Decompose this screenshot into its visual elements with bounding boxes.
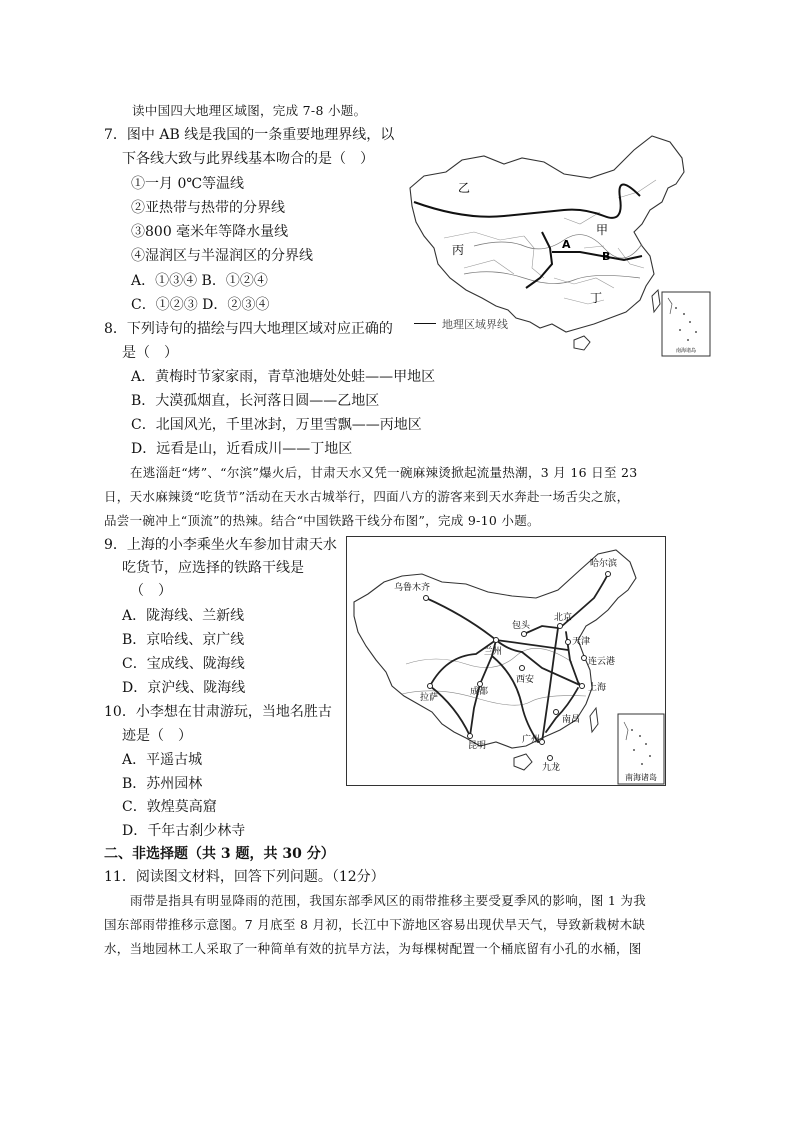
q11-stem: 11．阅读图文材料，回答下列问题。（12分）: [104, 869, 385, 885]
intro-text-1: 读中国四大地理区域图，完成 7-8 小题。: [132, 103, 367, 118]
q8-option-c: C．北国风光，千里冰封，万里雪飘——丙地区: [131, 417, 422, 433]
q11-paragraph-line2: 国东部雨带推移示意图。7 月底至 8 月初，长江中下游地区容易出现伏旱天气，导致新栽树木缺: [104, 917, 646, 932]
city-kunming: 昆明: [468, 741, 487, 751]
q7-options-row1: A．①③④ B．①②④: [131, 273, 268, 289]
city-lanzhou: 兰州: [484, 647, 503, 657]
q9-stem-line3: （ ）: [130, 583, 172, 599]
china-railway-map: [346, 536, 666, 786]
q9-option-d: D．京沪线、陇海线: [122, 680, 246, 696]
city-urumqi: 乌鲁木齐: [394, 583, 431, 593]
section-heading-2: 二、非选择题（共 3 题，共 30 分）: [104, 846, 335, 862]
q10-option-d: D．千年古刹少林寺: [122, 823, 246, 839]
city-tianjin: 天津: [572, 637, 591, 647]
legend-line-swatch: [414, 323, 436, 324]
city-nanchang: 南昌: [562, 715, 581, 725]
city-guangzhou: 广州: [522, 735, 541, 745]
intro-text-2-line1: 在逃淄赶“烤”、“尔滨”爆火后，甘肃天水又凭一碗麻辣烫掀起流量热潮，3 月 16 日至 23: [130, 465, 638, 480]
q7-item-3: ③800 毫米年等降水量线: [131, 224, 289, 240]
q11-paragraph-line3: 水，当地园林工人采取了一种简单有效的抗旱方法，为每棵树配置一个桶底留有小孔的水桶，图: [104, 941, 642, 956]
city-baotou: 包头: [512, 621, 531, 631]
map2-inset-label: 南海诸岛: [625, 773, 657, 782]
city-lianyungang: 连云港: [588, 657, 616, 667]
city-xian: 西安: [516, 675, 535, 685]
intro-text-2-line3: 品尝一碗冲上“顶流”的热辣。结合“中国铁路干线分布图”，完成 9-10 小题。: [104, 513, 540, 528]
q8-option-d: D．远看是山，近看成川——丁地区: [131, 441, 353, 457]
city-chengdu: 成都: [470, 687, 489, 697]
line-label-b: B: [602, 250, 611, 263]
line-label-a: A: [562, 238, 571, 251]
city-lhasa: 拉萨: [420, 693, 439, 703]
q9-stem-line1: 9．上海的小李乘坐火车参加甘肃天水: [104, 537, 337, 553]
q7-stem-line2: 下各线大致与此界线基本吻合的是（ ）: [122, 151, 374, 167]
q9-stem-line2: 吃货节，应选择的铁路干线是: [122, 560, 304, 576]
region-label-ding: 丁: [590, 291, 603, 305]
q8-option-a: A．黄梅时节家家雨，青草池塘处处蛙——甲地区: [131, 369, 436, 385]
city-kowloon: 九龙: [542, 763, 561, 773]
region-label-yi: 乙: [458, 181, 471, 195]
city-shanghai: 上海: [588, 683, 607, 693]
city-beijing: 北京: [554, 613, 573, 623]
q7-stem-line1: 7．图中 AB 线是我国的一条重要地理界线，以: [104, 127, 395, 143]
q10-option-a: A．平遥古城: [122, 752, 203, 768]
q9-option-b: B．京哈线、京广线: [122, 632, 245, 648]
map1-inset-label: 南海诸岛: [675, 348, 697, 354]
city-harbin: 哈尔滨: [590, 559, 618, 569]
q8-stem-line2: 是（ ）: [122, 345, 178, 361]
q7-options-row2: C．①②③ D．②③④: [131, 297, 270, 313]
q10-option-b: B．苏州园林: [122, 776, 203, 792]
q8-stem-line1: 8．下列诗句的描绘与四大地理区域对应正确的: [104, 321, 393, 337]
q7-item-2: ②亚热带与热带的分界线: [131, 200, 285, 216]
q9-option-c: C．宝成线、陇海线: [122, 656, 245, 672]
q9-option-a: A．陇海线、兰新线: [122, 608, 245, 624]
q10-option-c: C．敦煌莫高窟: [122, 799, 217, 815]
region-label-jia: 甲: [596, 223, 609, 237]
q10-stem-line1: 10．小李想在甘肃游玩，当地名胜古: [104, 704, 332, 720]
q7-item-1: ①一月 0℃等温线: [131, 176, 245, 192]
legend-label: 地理区域界线: [442, 318, 508, 331]
q10-stem-line2: 迹是（ ）: [122, 728, 192, 744]
q11-paragraph-line1: 雨带是指具有明显降雨的范围，我国东部季风区的雨带推移主要受夏季风的影响，图 1 为我: [130, 893, 647, 908]
q7-item-4: ④湿润区与半湿润区的分界线: [131, 248, 313, 264]
region-label-bing: 丙: [452, 243, 465, 257]
q8-option-b: B．大漠孤烟直，长河落日圆——乙地区: [131, 393, 380, 409]
intro-text-2-line2: 日，天水麻辣烫“吃货节”活动在天水古城举行，四面八方的游客来到天水奔赴一场舌尖之旅，: [104, 489, 630, 504]
